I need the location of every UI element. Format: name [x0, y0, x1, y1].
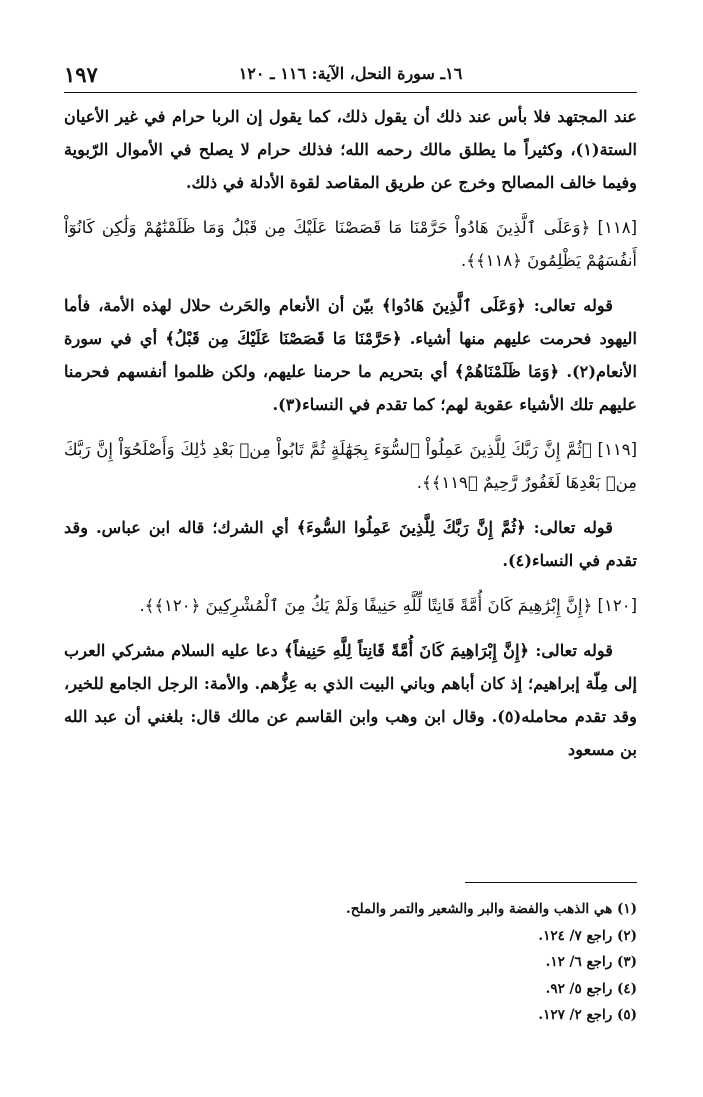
footnotes [77, 896, 637, 1029]
footnote-1: (١) هي الذهب والفضة والبر والشعير والتمر والملح. [346, 901, 637, 917]
footnote-divider [465, 882, 637, 883]
verse-119: [١١٩] ﴿ثُمَّ إِنَّ رَبَّكَ لِلَّذِينَ عَمِلُواْ ٱلسُّوٓءَ بِجَهَٰلَةٍ ثُمَّ تَابُواْ مِنۢ بَعْدِ ذَٰلِكَ وَأَصْلَحُوٓاْ إِنَّ رَبَّكَ مِنۢ بَعْدِهَا لَغَفُورٌ رَّحِيمٌ ﴿١١٩﴾﴾. [64, 440, 637, 492]
footnote-3: (٣) راجع ٦/ ١٢. [545, 954, 637, 970]
verse-118: [١١٨] ﴿وَعَلَى ٱلَّذِينَ هَادُواْ حَرَّمْنَا مَا قَصَصْنَا عَلَيْكَ مِن قَبْلُ وَمَا ظَلَمْنَٰهُمْ وَلَٰكِن كَانُوٓاْ أَنفُسَهُمْ يَظْلِمُونَ ﴿١١٨﴾﴾. [64, 218, 637, 270]
page-number: ١٩٧ [64, 62, 98, 87]
footnote-4: (٤) راجع ٥/ ٩٢. [545, 980, 637, 997]
footnote-5: (٥) راجع ٢/ ١٢٧. [538, 1007, 637, 1023]
commentary-118: قوله تعالى: ﴿وَعَلَى ٱلَّذِينَ هَادُوا﴾ بيّن أن الأنعام والحَرث حلال لهذه الأمة، فأما اليهود فحرمت عليهم منها أشياء. ﴿حَرَّمْنَا مَا قَصَصْنَا عَلَيْكَ مِن قَبْلُ﴾ أي في سورة الأنعام(٢). ﴿وَمَا ظَلَمْنَاهُمْ﴾ أي بتحريم ما حرمنا عليهم، ولكن ظلموا أنفسهم فحرمنا عليهم تلك الأشياء عقوبة لهم؛ كما تقدم في النساء(٣). [64, 296, 637, 414]
main-text [64, 100, 637, 766]
running-header [64, 60, 637, 93]
verse-120: [١٢٠] ﴿إِنَّ إِبْرَٰهِيمَ كَانَ أُمَّةً قَانِتًا لِّلَّهِ حَنِيفًا وَلَمْ يَكُ مِنَ ٱلْمُشْرِكِينَ ﴿١٢٠﴾﴾. [139, 596, 637, 615]
footnote-2: (٢) راجع ٧/ ١٢٤. [538, 927, 637, 944]
header-title: ١٦ـ سورة النحل، الآية: ١١٦ ـ ١٢٠ [238, 64, 463, 83]
paragraph-continuation: عند المجتهد فلا بأس عند ذلك أن يقول ذلك، كما يقول إن الربا حرام في غير الأعيان الستة(١)، وكثيراً ما يطلق مالك رحمه الله؛ فذلك حرام لا يصلح في الأموال الرّبوية وفيما خالف المصالح وخرج عن طريق المقاصد لقوة الأدلة في ذلك. [64, 107, 637, 192]
commentary-119: قوله تعالى: ﴿ثُمَّ إِنَّ رَبَّكَ لِلَّذِينَ عَمِلُوا السُّوءَ﴾ أي الشرك؛ قاله ابن عباس. وقد تقدم في النساء(٤). [64, 518, 637, 570]
commentary-120: قوله تعالى: ﴿إِنَّ إِبْرَاهِيمَ كَانَ أُمَّةً قَانِتاً لِلَّهِ حَنِيفاً﴾ دعا عليه السلام مشركي العرب إلى مِلّة إبراهيم؛ إذ كان أباهم وباني البيت الذي به عِزُّهم. والأمة: الرجل الجامع للخير، وقد تقدم محامله(٥). وقال ابن وهب وابن القاسم عن مالك قال: بلغني أن عبد الله بن مسعود [64, 641, 637, 759]
